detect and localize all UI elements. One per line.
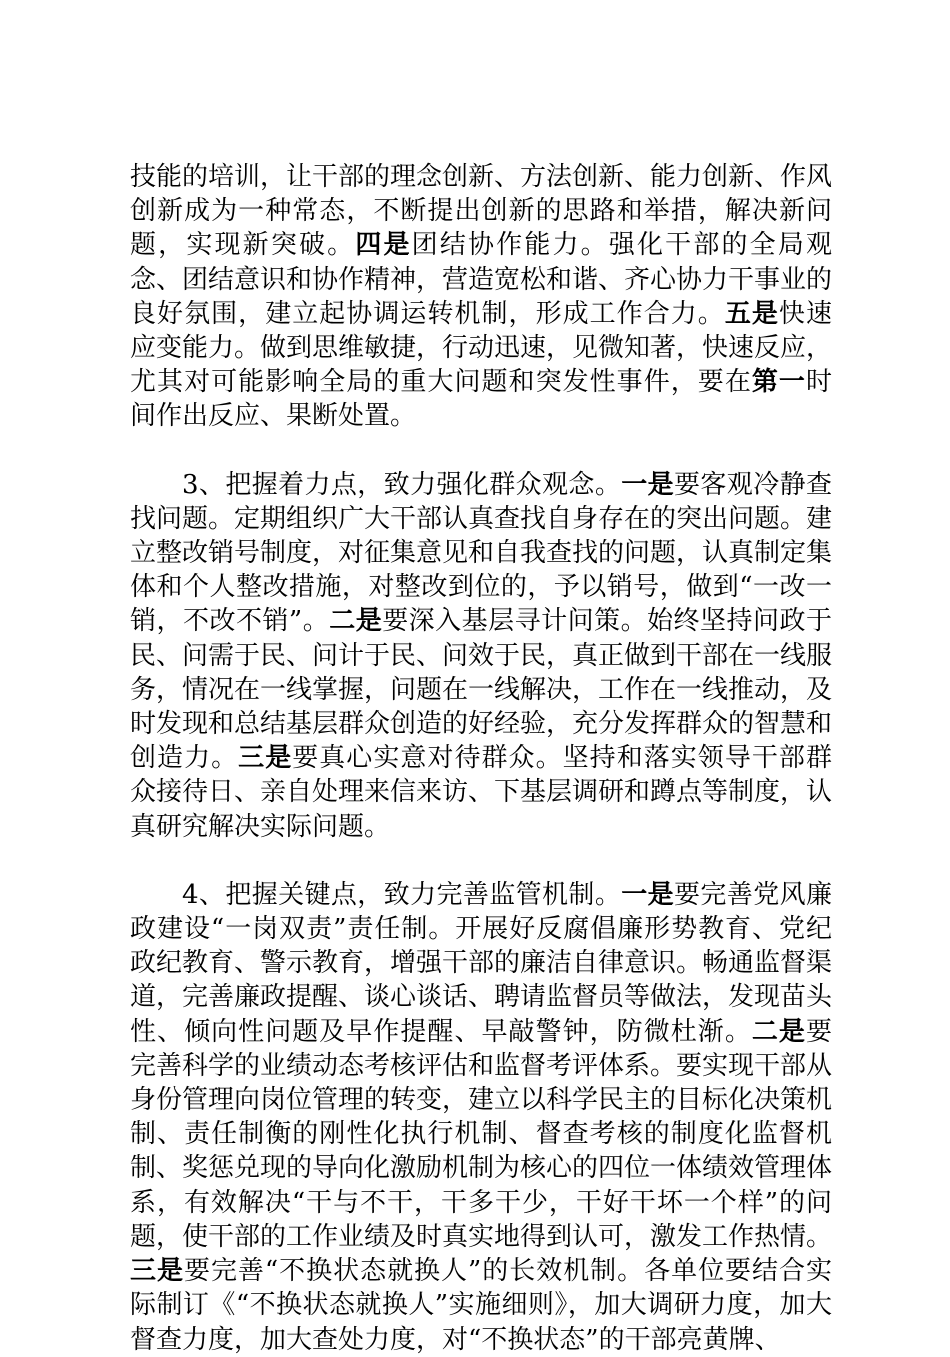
text-segment: 技能的培训，让干部的理念创新、方法创新、能力创新、作风创新成为一种常态，不断提出创新的思路和举措，解决新问题，实现新突破。: [130, 162, 833, 261]
text-segment: 要深入基层寻计问策。始终坚持问政于民、问需于民、问计于民、问效于民，真正做到干部在一线服务，情况在一线掌握，问题在一线解决，工作在一线推动，及时发现和总结基层群众创造的好经验，充分发挥群众的智慧和创造力。: [130, 606, 833, 774]
section-heading-text: 4、把握关键点，致力完善监管机制。: [182, 879, 622, 910]
bold-keyword: 一是: [621, 469, 675, 500]
paragraph-section-3: [130, 468, 832, 844]
text-segment: 要完善科学的业绩动态考核评估和监督考评体系。要实现干部从身份管理向岗位管理的转变，建立以科学民主的目标化决策机制、责任制衡的刚性化执行机制、督查考核的制度化监督机制、奖惩兑现的导向化激励机制为核心的四位一体绩效管理体系，有效解决“干与不干，干多干少，干好干坏一个样”的问题，使干部的工作业绩及时真实地得到认可，激发工作热情。: [130, 1016, 833, 1252]
bold-keyword: 二是: [329, 606, 383, 637]
text-segment: 要真心实意对待群众。坚持和落实领导干部群众接待日、亲自处理来信来访、下基层调研和蹲点等制度，认真研究解决实际问题。: [130, 743, 833, 842]
bold-keyword: 四是: [355, 230, 412, 261]
section-heading-text: 3、把握着力点，致力强化群众观念。: [182, 469, 622, 500]
paragraph-continued: [130, 160, 832, 434]
text-segment: 团结协作能力。强化干部的全局观念、团结意识和协作精神，营造宽松和谐、齐心协力干事业的良好氛围，建立起协调运转机制，形成工作合力。: [130, 230, 833, 329]
bold-keyword: 一是: [621, 879, 675, 910]
text-segment: 时间作出反应、果断处置。: [130, 367, 832, 432]
bold-keyword: 五是: [724, 298, 779, 329]
bold-keyword: 三是: [238, 743, 293, 774]
document-page: [130, 160, 832, 1357]
bold-keyword: 三是: [130, 1256, 184, 1287]
bold-keyword: 第一: [751, 367, 806, 398]
text-segment: 要完善“不换状态就换人”的长效机制。各单位要结合实际制订《“不换状态就换人”实施细则》，加大调研力度，加大督查力度，加大查处力度，对“不换状态”的干部亮黄牌、: [130, 1256, 832, 1355]
text-segment: 要客观冷静查找问题。定期组织广大干部认真查找自身存在的突出问题。建立整改销号制度，对征集意见和自我查找的问题，认真制定集体和个人整改措施，对整改到位的，予以销号，做到“一改一销，不改不销”。: [130, 469, 833, 637]
paragraph-section-4: [130, 878, 832, 1357]
text-segment: 快速应变能力。做到思维敏捷，行动迅速，见微知著，快速反应，尤其对可能影响全局的重大问题和突发性事件，要在: [130, 298, 833, 398]
text-segment: 要完善党风廉政建设“一岗双责”责任制。开展好反腐倡廉形势教育、党纪政纪教育、警示教育，增强干部的廉洁自律意识。畅通监督渠道，完善廉政提醒、谈心谈话、聘请监督员等做法，发现苗头性、倾向性问题及早作提醒、早敲警钟，防微杜渐。: [130, 879, 833, 1047]
bold-keyword: 二是: [751, 1016, 806, 1047]
